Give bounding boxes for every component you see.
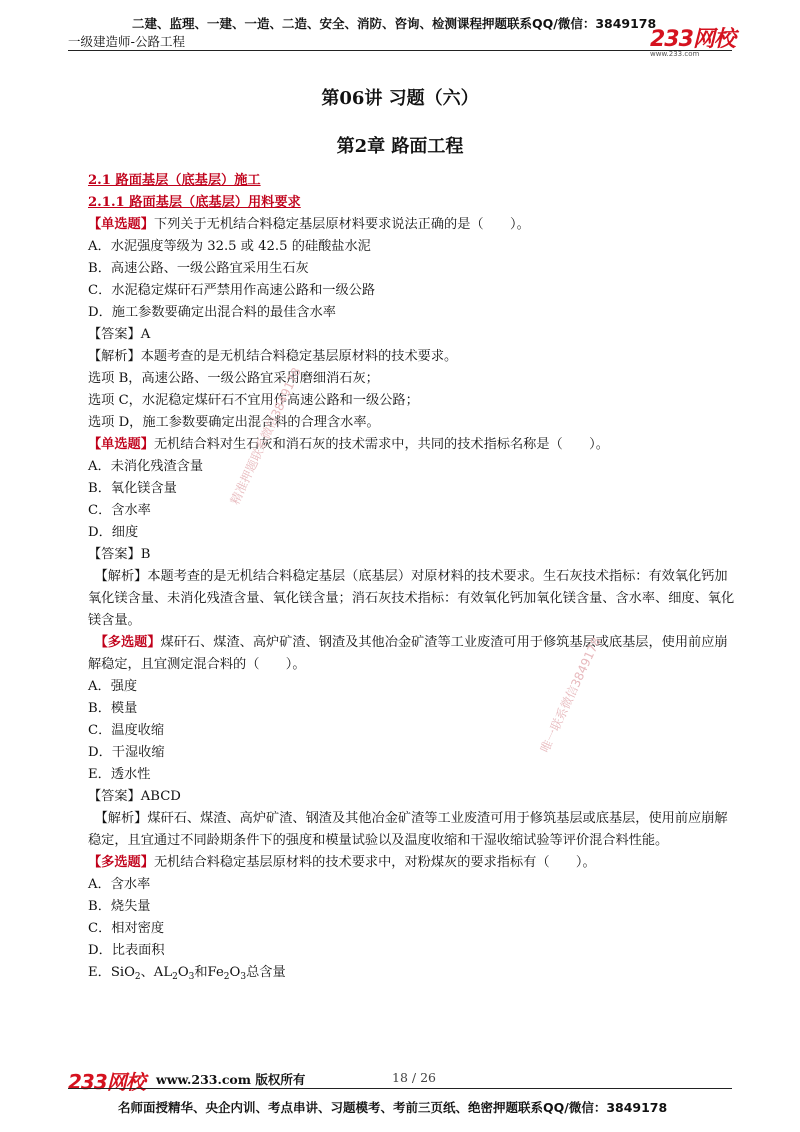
lecture-title: 第06讲 习题（六） [321, 88, 479, 109]
document-body [88, 170, 738, 984]
option: C．含水率 [88, 503, 151, 518]
analysis-text: 煤矸石、煤渣、高炉矿渣、钢渣及其他冶金矿渣等工业废渣可用于修筑基层或底基层，使用前应崩解稳定，且宜通过不同龄期条件下的强度和模量试验以及温度收缩和干湿收缩试验等评价混合料性能。 [88, 811, 728, 848]
footer-divider [68, 1088, 732, 1089]
analysis-note: 选项 B，高速公路、一级公路宜采用磨细消石灰； [88, 371, 379, 386]
analysis [88, 808, 738, 852]
question-type-tag: 【单选题】 [88, 217, 154, 232]
option: B．氧化镁含量 [88, 481, 177, 496]
option: C．温度收缩 [88, 723, 165, 738]
analysis-note: 选项 D，施工参数要确定出混合料的合理含水率。 [88, 415, 380, 430]
page-number: 18 / 26 [392, 1070, 436, 1085]
analysis-text: 本题考查的是无机结合料稳定基层原材料的技术要求。 [140, 349, 458, 364]
watermark: 精准押题联系微信3849178 [227, 365, 304, 507]
question-text: 下列关于无机结合料稳定基层原材料要求说法正确的是（ ）。 [153, 217, 530, 232]
analysis-tag: 【解析】 [88, 349, 141, 364]
watermark: 唯一联系微信3849178 [537, 635, 604, 755]
brand-logo: 233网校 www.233.com [650, 27, 735, 58]
option: C．相对密度 [88, 921, 165, 936]
option: D．干湿收缩 [88, 745, 165, 760]
footer-copyright: www.233.com 版权所有 [156, 1072, 306, 1087]
question-stem [88, 434, 738, 456]
header-divider [68, 50, 732, 51]
option: B．模量 [88, 701, 138, 716]
answer: 【答案】ABCD [88, 789, 181, 804]
analysis [88, 566, 738, 632]
option: A．强度 [88, 679, 138, 694]
footer-promo-line: 名师面授精华、央企内训、考点串讲、习题模考、考前三页纸、绝密押题联系QQ/微信：3849178 [118, 1100, 668, 1115]
answer: 【答案】B [88, 547, 151, 562]
option: B．烧失量 [88, 899, 151, 914]
option: A．含水率 [88, 877, 151, 892]
option: D．施工参数要确定出混合料的最佳含水率 [88, 305, 336, 320]
header-contact-line: 二建、监理、一建、一造、二造、安全、消防、咨询、检测课程押题联系QQ/微信：3849178 [132, 16, 657, 31]
header-course-name: 一级建造师-公路工程 [68, 34, 186, 49]
analysis-tag: 【解析】 [101, 811, 148, 826]
analysis-text: 本题考查的是无机结合料稳定基层（底基层）对原材料的技术要求。生石灰技术指标：有效氧化钙加氧化镁含量、未消化残渣含量、氧化镁含量；消石灰技术指标：有效氧化钙加氧化镁含量、含水率、细度、氧化镁含量。 [88, 569, 735, 628]
subsection-heading: 2.1.1 路面基层（底基层）用料要求 [88, 195, 301, 210]
analysis-tag: 【解析】 [101, 569, 148, 584]
question-stem [88, 852, 738, 874]
option: A．未消化残渣含量 [88, 459, 204, 474]
question-stem [88, 632, 738, 676]
answer: 【答案】A [88, 327, 151, 342]
option: D．细度 [88, 525, 139, 540]
question-text: 煤矸石、煤渣、高炉矿渣、钢渣及其他冶金矿渣等工业废渣可用于修筑基层或底基层，使用前应崩解稳定，且宜测定混合料的（ ）。 [88, 635, 728, 672]
question-type-tag: 【多选题】 [101, 635, 161, 650]
question-text: 无机结合料对生石灰和消石灰的技术需求中，共同的技术指标名称是（ ）。 [153, 437, 609, 452]
option: E．透水性 [88, 767, 151, 782]
section-heading: 2.1 路面基层（底基层）施工 [88, 173, 261, 188]
option-chemical-formula: E．SiO$_2$、$AL_2O_3$和$Fe_2O_3$总含量 [88, 965, 286, 982]
analysis-note: 选项 C，水泥稳定煤矸石不宜用作高速公路和一级公路； [88, 393, 419, 408]
question-type-tag: 【多选题】 [88, 855, 154, 870]
chapter-title: 第2章 路面工程 [336, 136, 464, 157]
option: A．水泥强度等级为 32.5 或 42.5 的硅酸盐水泥 [88, 239, 371, 254]
option: B．高速公路、一级公路宜采用生石灰 [88, 261, 309, 276]
question-type-tag: 【单选题】 [88, 437, 154, 452]
footer-logo: 233网校 [68, 1070, 145, 1094]
option: D．比表面积 [88, 943, 165, 958]
analysis [88, 346, 738, 368]
question-stem [88, 214, 738, 236]
option: C．水泥稳定煤矸石严禁用作高速公路和一级公路 [88, 283, 376, 298]
question-text: 无机结合料稳定基层原材料的技术要求中，对粉煤灰的要求指标有（ ）。 [153, 855, 596, 870]
